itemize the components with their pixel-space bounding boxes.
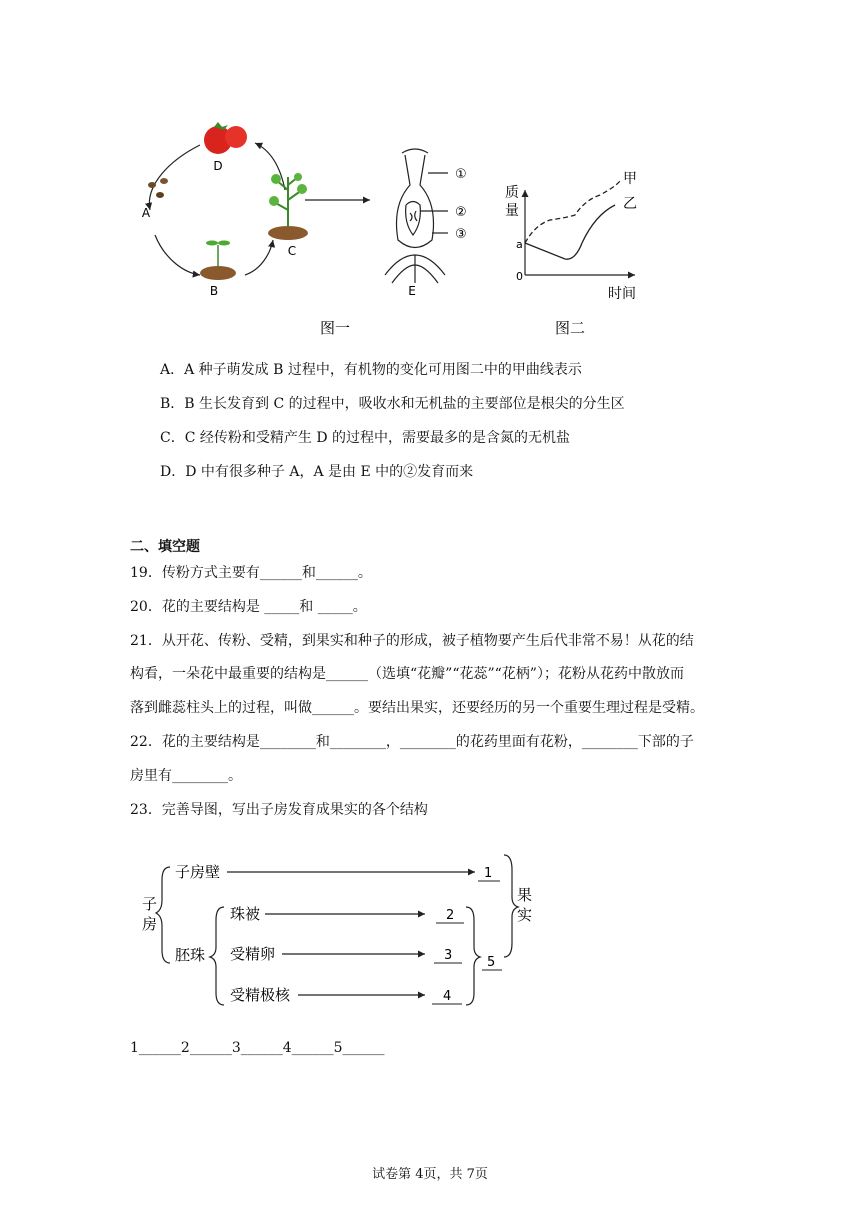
arrow-b-to-c — [245, 240, 273, 275]
curve-jia — [525, 181, 620, 243]
option-a: A．A 种子萌发成 B 过程中，有机物的变化可用图二中的甲曲线表示 — [160, 362, 582, 378]
question-21-line-2: 构看，一朵花中最重要的结构是______（选填“花瓣”“花蕊”“花柄”）；花粉从花药中散放而 — [130, 666, 684, 682]
tomato-icon — [204, 122, 247, 154]
seedling-icon — [200, 241, 236, 281]
y-label-1: 质 — [505, 185, 519, 201]
label-yi: 乙 — [623, 196, 637, 212]
label-a-value: a — [516, 238, 523, 251]
concept-map-svg — [130, 845, 550, 1015]
question-19: 19．传粉方式主要有______和______。 — [130, 565, 372, 581]
concept-map — [130, 845, 550, 1015]
map-zifangbi: 子房壁 — [175, 863, 221, 881]
brace-zifang — [156, 867, 170, 963]
question-21-line-3: 落到雌蕊柱头上的过程，叫做______。要结出果实，还要经历的另一个重要生理过程是受精。 — [130, 700, 704, 716]
map-shoujingluan: 受精卵 — [230, 945, 276, 963]
question-22-line-2: 房里有________。 — [130, 768, 242, 784]
section-title: 二、填空题 — [130, 539, 200, 555]
question-23: 23．完善导图，写出子房发育成果实的各个结构 — [130, 802, 428, 818]
map-n2: 2 — [446, 908, 455, 923]
question-22-line-1: 22．花的主要结构是________和________，________的花药里面有花粉，________下部的子 — [130, 734, 694, 750]
map-n4: 4 — [443, 989, 452, 1004]
tomato-plant-icon — [268, 173, 308, 240]
label-e: E — [408, 284, 416, 298]
option-c: C．C 经传粉和受精产生 D 的过程中，需要最多的是含氮的无机盐 — [160, 430, 570, 446]
brace-peizhu — [210, 907, 224, 1005]
caption-figure-1: 图一 — [319, 319, 351, 337]
answer-line: 1______2______3______4______5______ — [130, 1040, 385, 1056]
arrow-d-to-a — [149, 145, 200, 210]
map-shi: 实 — [517, 906, 533, 924]
brace-right-outer — [504, 855, 518, 957]
mass-time-graph — [525, 181, 635, 275]
label-circle-2: ② — [455, 205, 467, 220]
option-b: B．B 生长发育到 C 的过程中，吸收水和无机盐的主要部位是根尖的分生区 — [160, 396, 625, 412]
pistil-diagram — [385, 149, 448, 283]
map-n5: 5 — [487, 955, 496, 970]
label-c: C — [287, 244, 297, 258]
label-circle-1: ① — [455, 167, 467, 182]
y-label-2: 量 — [505, 203, 519, 219]
map-guo: 果 — [517, 886, 533, 904]
brace-right-inner — [466, 907, 480, 1005]
seeds-icon — [148, 178, 168, 198]
question-21-line-1: 21．从开花、传粉、受精，到果实和种子的形成，被子植物要产生后代非常不易！从花的结 — [130, 633, 694, 649]
question-20: 20．花的主要结构是 _____和 _____。 — [130, 599, 367, 615]
label-b: B — [209, 284, 219, 298]
map-shoujingjihe: 受精极核 — [230, 986, 291, 1004]
map-fang: 房 — [142, 915, 158, 933]
curve-yi — [525, 205, 615, 259]
label-jia: 甲 — [623, 171, 637, 187]
label-a: A — [141, 206, 151, 220]
figure-area — [130, 115, 690, 340]
map-n3: 3 — [444, 948, 453, 963]
figure-svg — [130, 115, 690, 340]
map-n1: 1 — [484, 866, 493, 881]
label-circle-3: ③ — [455, 227, 467, 242]
map-zhubei: 珠被 — [230, 905, 261, 923]
page-footer: 试卷第 4页，共 7页 — [372, 1167, 488, 1182]
map-peizhu: 胚珠 — [175, 946, 206, 964]
map-zi: 子 — [142, 895, 158, 913]
option-d: D．D 中有很多种子 A，A 是由 E 中的②发育而来 — [160, 464, 474, 480]
label-d: D — [213, 159, 223, 173]
caption-figure-2: 图二 — [554, 319, 586, 337]
x-label: 时间 — [608, 286, 636, 302]
label-zero: 0 — [516, 270, 523, 283]
arrow-a-to-b — [155, 235, 200, 275]
